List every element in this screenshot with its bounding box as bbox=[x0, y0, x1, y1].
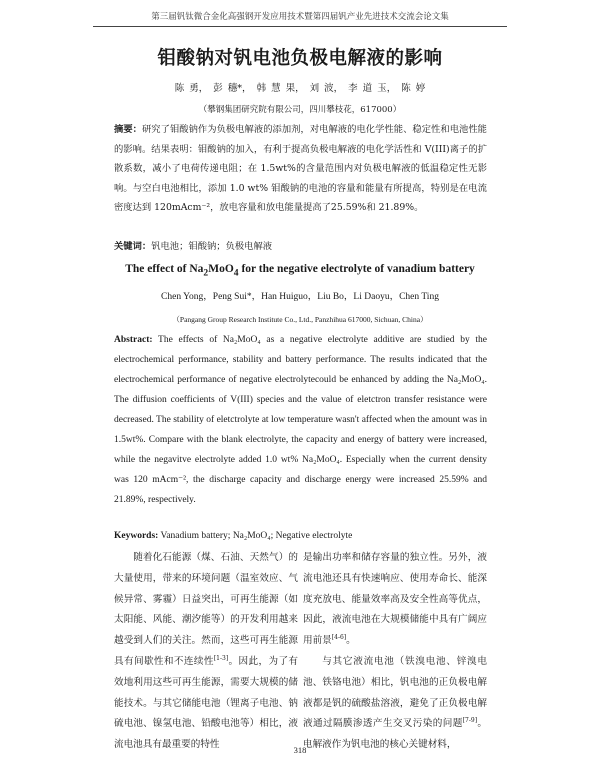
abstract-chinese bbox=[114, 120, 487, 218]
keywords-chinese bbox=[114, 240, 487, 254]
keywords-chinese-label: 关键词： bbox=[114, 241, 152, 252]
body-paragraph bbox=[114, 548, 298, 756]
authors-english: Chen Yong，Peng Sui*，Han Huiguo，Liu Bo，Li Daoyu，Chen Ting bbox=[161, 292, 439, 302]
body-text: 与其它液流电池（铁溴电池、锌溴电池、铁铬电池）相比，钒电池的正负极电解液都是钒的硫酸盐溶液，避免了正负极电解液通过隔膜渗透产生交叉污染的问题 bbox=[303, 655, 487, 730]
affiliation-english: （Pangang Group Research Institute Co., Ltd., Panzhihua 617000, Sichuan, China） bbox=[172, 315, 428, 324]
abstract-english-text: The effects of Na₂MoO₄ as a negative electrolyte additive are studied by the electrochemical performance, stability and battery performance. The results indicated that the electrochemical performance of negative electrolytecould be enhanced by adding the Na₂MoO₄. The diffusion coefficients of V(III) species and the value of eletctron transfer resistance were decreased. The stability of eletctrolyte at low temperature wasn't affected when the amount was in 1.5wt%. Compare with the blank electrolyte, the capacity and energy of battery were increased, while the negavitve electrolyte added 1.0 wt% Na₂MoO₄. Especially when the current density was 120 mAcm⁻², the discharge capacity and discharge energy were increased 25.59% and 21.89%, respectively. bbox=[114, 335, 487, 505]
running-header: 第三届钒钛微合金化高强钢开发应用技术暨第四届钒产业先进技术交流会论文集 bbox=[151, 12, 449, 22]
keywords-english-text: Vanadium battery; Na₂MoO₄; Negative electrolyte bbox=[158, 531, 353, 541]
title-en-sub: 2 bbox=[203, 267, 209, 279]
body-column-right bbox=[303, 548, 487, 756]
page-number: 318 bbox=[293, 745, 307, 755]
keywords-chinese-text: 钒电池；钼酸钠；负极电解液 bbox=[151, 241, 273, 252]
body-text: 是输出功率和储存容量的独立性。另外，液流电池还具有快速响应、使用寿命长、能深度充放电、能量效率高及安全性高等优点，因此，液流电池在大规模储能中具有广阔应用前景 bbox=[303, 552, 487, 647]
body-text: 。电解液作为钒电池的核心关键材料， bbox=[303, 718, 488, 751]
title-en-part: The effect of Na bbox=[125, 263, 204, 275]
keywords-english bbox=[114, 529, 487, 543]
body-column-left bbox=[114, 548, 298, 756]
body-text: 。 bbox=[346, 635, 356, 647]
abstract-chinese-text: 研究了钼酸钠作为负极电解液的添加剂，对电解液的电化学性能、稳定性和电池性能的影响。结果表明：钼酸钠的加入，有利于提高负极电解液的电化学活性和 V(III)离子的扩散系数，减小了电荷传递电阻；在 1.5wt%的含量范围内对负极电解液的低温稳定性无影响。与空白电池相比，添加 1.0 wt% 钼酸钠的电池的容量和能量有所提高，特别是在电流密度达到 120mAcm⁻²，放电容量和放电能量提高了25.59%和 21.89%。 bbox=[114, 124, 487, 213]
affiliation-chinese: （攀钢集团研究院有限公司，四川攀枝花，617000） bbox=[198, 105, 402, 115]
body-text: 。因此，为了有效地利用这些可再生能源，需要大规模的储能技术。与其它储能电池（锂离子电池、钠硫电池、镍氢电池、铅酸电池等）相比，液流电池具有最重要的特性 bbox=[114, 655, 299, 751]
authors-chinese: 陈 勇， 彭 穗*， 韩 慧 果， 刘 波， 李 道 玉， 陈 婷 bbox=[174, 83, 426, 94]
body-paragraph bbox=[303, 652, 487, 756]
abstract-english bbox=[114, 330, 487, 510]
abstract-chinese-label: 摘要： bbox=[114, 124, 142, 135]
citation: [4-6] bbox=[331, 634, 347, 641]
paper-title-chinese: 钼酸钠对钒电池负极电解液的影响 bbox=[157, 48, 443, 69]
title-en-part: for the negative electrolyte of vanadium battery bbox=[238, 263, 475, 275]
body-paragraph bbox=[303, 548, 487, 652]
paper-title-english bbox=[0, 263, 600, 278]
keywords-english-label: Keywords: bbox=[114, 531, 159, 541]
header-rule bbox=[93, 26, 507, 27]
title-en-part: MoO bbox=[208, 263, 234, 275]
title-en-sub: 4 bbox=[233, 267, 239, 279]
citation: [7-9] bbox=[462, 717, 478, 725]
body-text: 随着化石能源（煤、石油、天然气）的大量使用，带来的环境问题（温室效应、气候异常、雾霾）日益突出，可再生能源（如太阳能、风能、潮汐能等）的开发利用越来越受到人们的关注。然而，这些可再生能源具有间歇性和不连续性 bbox=[114, 552, 298, 667]
abstract-english-label: Abstract: bbox=[114, 335, 153, 345]
citation: [1-3] bbox=[213, 654, 229, 662]
